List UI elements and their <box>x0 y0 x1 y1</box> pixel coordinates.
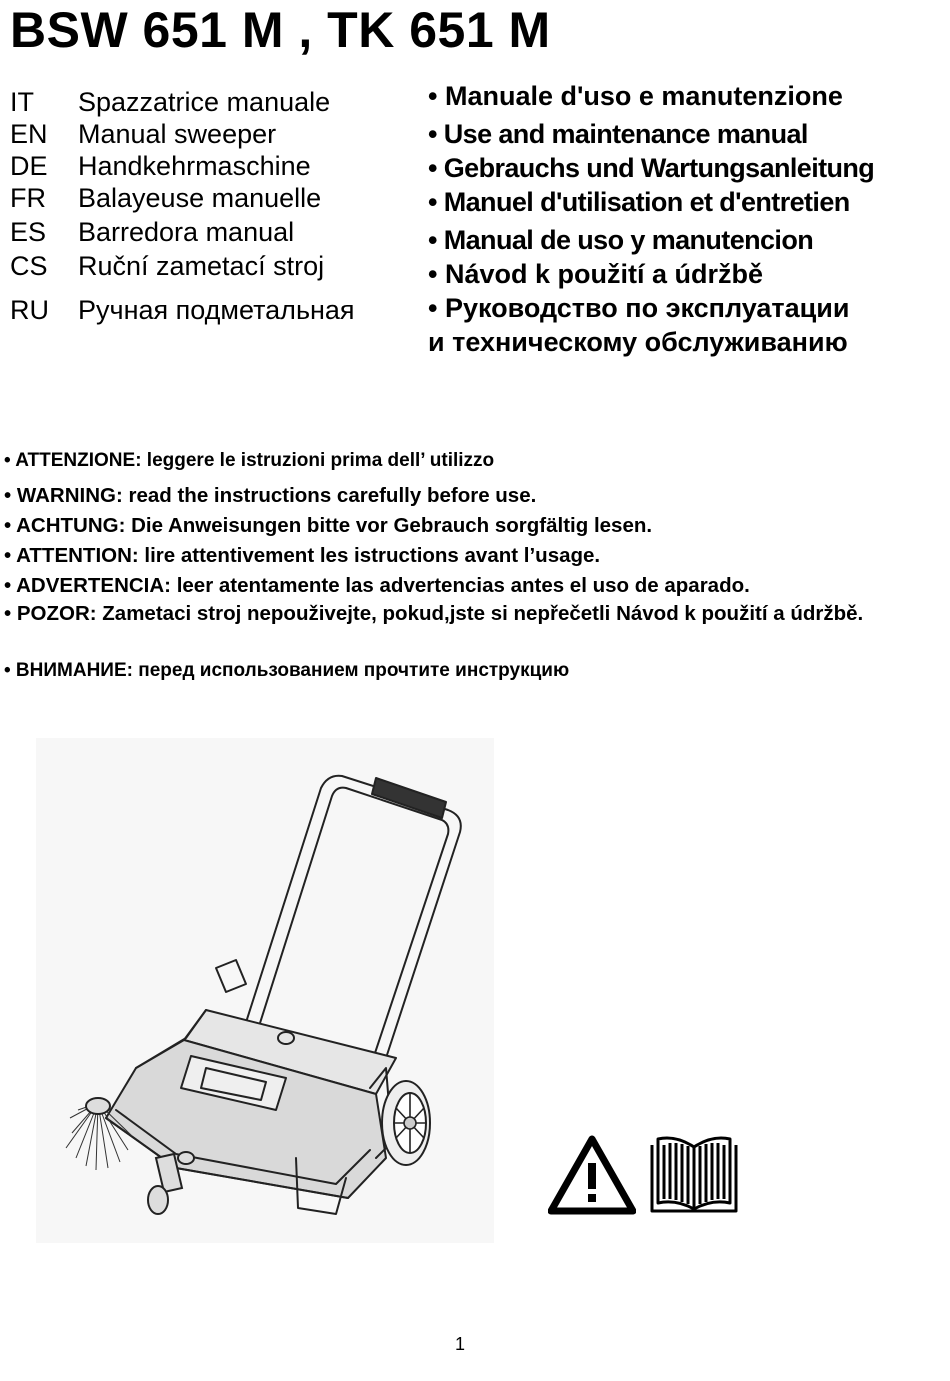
page-title: BSW 651 M , TK 651 M <box>10 2 551 58</box>
language-code: DE <box>10 151 48 181</box>
manual-title-en: • Use and maintenance manual <box>428 119 808 149</box>
warning-de: • ACHTUNG: Die Anweisungen bitte vor Gebrauch sorgfältig lesen. <box>4 514 653 537</box>
language-code: IT <box>10 87 34 117</box>
open-book-icon <box>648 1133 740 1215</box>
warning-triangle-icon <box>548 1135 636 1215</box>
manual-title-it: • Manuale d'uso e manutenzione <box>428 81 843 111</box>
language-name: Ruční zametací stroj <box>78 251 325 281</box>
manual-title-cs: • Návod k použití a údržbě <box>428 259 763 289</box>
language-name: Balayeuse manuelle <box>78 183 322 213</box>
page-number: 1 <box>455 1334 466 1354</box>
warning-ru: • ВНИМАНИЕ: перед использованием прочтите инструкцию <box>4 660 570 681</box>
language-code: EN <box>10 119 48 149</box>
language-code: CS <box>10 251 48 281</box>
warning-fr: • ATTENTION: lire attentivement les istructions avant l’usage. <box>4 544 601 567</box>
language-name: Handkehrmaschine <box>78 151 311 181</box>
warning-cs: • POZOR: Zametaci stroj nepouživejte, pokud,jste si nepřečetli Návod k použití a údržbě. <box>4 602 864 625</box>
warning-it: • ATTENZIONE: leggere le istruzioni prima dell’ utilizzo <box>4 450 495 471</box>
language-code: ES <box>10 217 47 247</box>
language-name: Ручная подметальная <box>78 295 355 325</box>
language-name: Spazzatrice manuale <box>78 87 331 117</box>
warning-es: • ADVERTENCIA: leer atentamente las advertencias antes el uso de aparado. <box>4 574 750 597</box>
manual-title-de: • Gebrauchs und Wartungsanleitung <box>428 153 875 183</box>
language-name: Barredora manual <box>78 217 295 247</box>
manual-title-fr: • Manuel d'utilisation et d'entretien <box>428 187 850 217</box>
sweeper-illustration <box>36 738 494 1243</box>
manual-title-ru: • Руководство по эксплуатации <box>428 293 850 323</box>
manual-title-es: • Manual de uso y manutencion <box>428 225 814 255</box>
manual-title-ru-continued: и техническому обслуживанию <box>428 327 848 357</box>
language-name: Manual sweeper <box>78 119 277 149</box>
language-code: RU <box>10 295 49 325</box>
language-code: FR <box>10 183 46 213</box>
warning-en: • WARNING: read the instructions carefully before use. <box>4 484 537 507</box>
